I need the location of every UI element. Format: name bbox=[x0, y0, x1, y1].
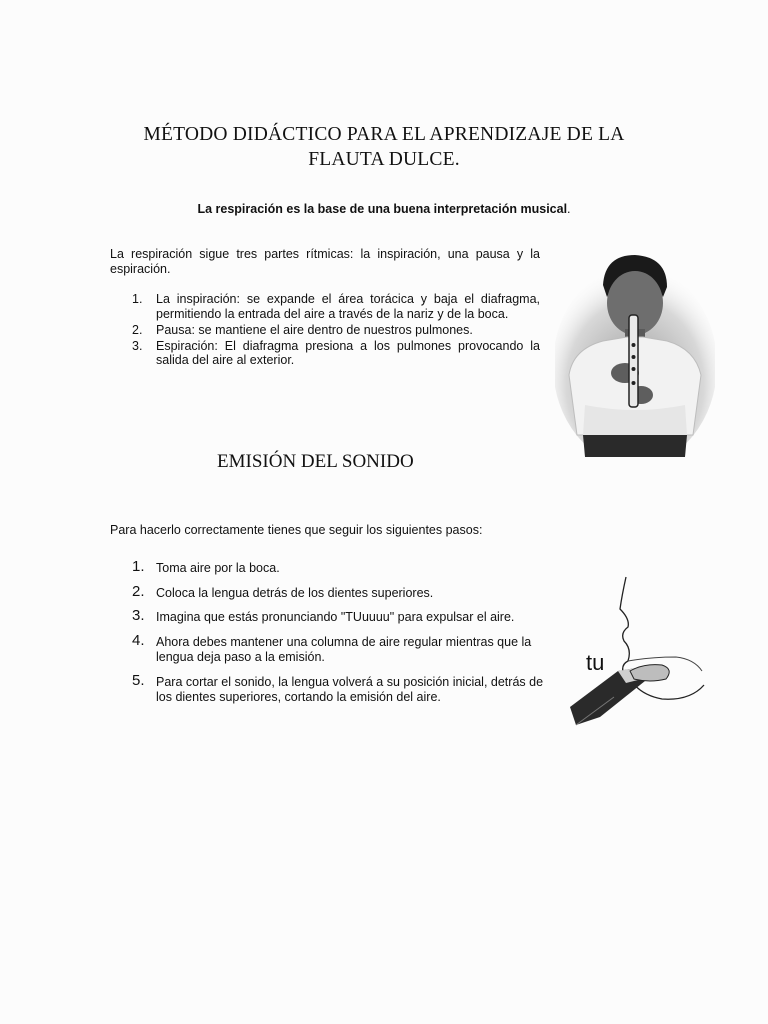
emission-step bbox=[110, 607, 556, 626]
tu-label: tu bbox=[586, 650, 605, 675]
step-number: 3. bbox=[132, 338, 143, 353]
step-number: 3. bbox=[132, 607, 145, 624]
step-number: 5. bbox=[132, 671, 145, 689]
title-line-1: MÉTODO DIDÁCTICO PARA EL APRENDIZAJE DE LA bbox=[143, 124, 625, 145]
step-text: Para cortar el sonido, la lengua volverá a su posición inicial, detrás de los dientes superiores, cortando la emisión del aire. bbox=[156, 674, 544, 704]
emission-step bbox=[110, 631, 556, 666]
emission-steps-list bbox=[110, 558, 556, 715]
step-text: La inspiración: se expande el área torácica y baja el diafragma, permitiendo la entrada del aire a través de la nariz y de la boca. bbox=[156, 292, 540, 321]
breathing-intro: La respiración sigue tres partes rítmicas: la inspiración, una pausa y la espiración. bbox=[110, 247, 540, 276]
step-number: 2. bbox=[132, 582, 145, 600]
step-text: Coloca la lengua detrás de los dientes superiores. bbox=[156, 585, 434, 600]
subtitle-tail: . bbox=[567, 202, 571, 216]
emission-step bbox=[110, 558, 556, 577]
breathing-step bbox=[110, 339, 540, 368]
subtitle bbox=[110, 202, 658, 216]
emission-step bbox=[110, 582, 556, 602]
breathing-steps-list bbox=[110, 292, 540, 369]
step-number: 1. bbox=[132, 558, 145, 575]
step-text: Imagina que estás pronunciando "TUuuuu" para expulsar el aire. bbox=[156, 610, 515, 624]
step-text: Ahora debes mantener una columna de aire regular mientras que la lengua deja paso a la emisión. bbox=[156, 634, 532, 664]
breathing-step bbox=[110, 323, 540, 338]
emission-intro: Para hacerlo correctamente tienes que seguir los siguientes pasos: bbox=[110, 523, 483, 537]
document-title bbox=[110, 122, 658, 172]
step-text: Pausa: se mantiene el aire dentro de nuestros pulmones. bbox=[156, 322, 473, 337]
boy-playing-recorder-photo bbox=[555, 245, 715, 457]
emission-step bbox=[110, 671, 556, 706]
breathing-step bbox=[110, 292, 540, 321]
step-number: 1. bbox=[132, 292, 143, 306]
title-line-2: FLAUTA DULCE. bbox=[308, 149, 460, 170]
step-number: 2. bbox=[132, 322, 143, 337]
subtitle-bold-text: La respiración es la base de una buena interpretación musical bbox=[197, 202, 568, 216]
emission-heading: EMISIÓN DEL SONIDO bbox=[217, 451, 414, 472]
step-number: 4. bbox=[132, 631, 145, 649]
step-text: Espiración: El diafragma presiona a los pulmones provocando la salida del aire al exterior. bbox=[156, 338, 540, 367]
step-text: Toma aire por la boca. bbox=[156, 561, 280, 575]
